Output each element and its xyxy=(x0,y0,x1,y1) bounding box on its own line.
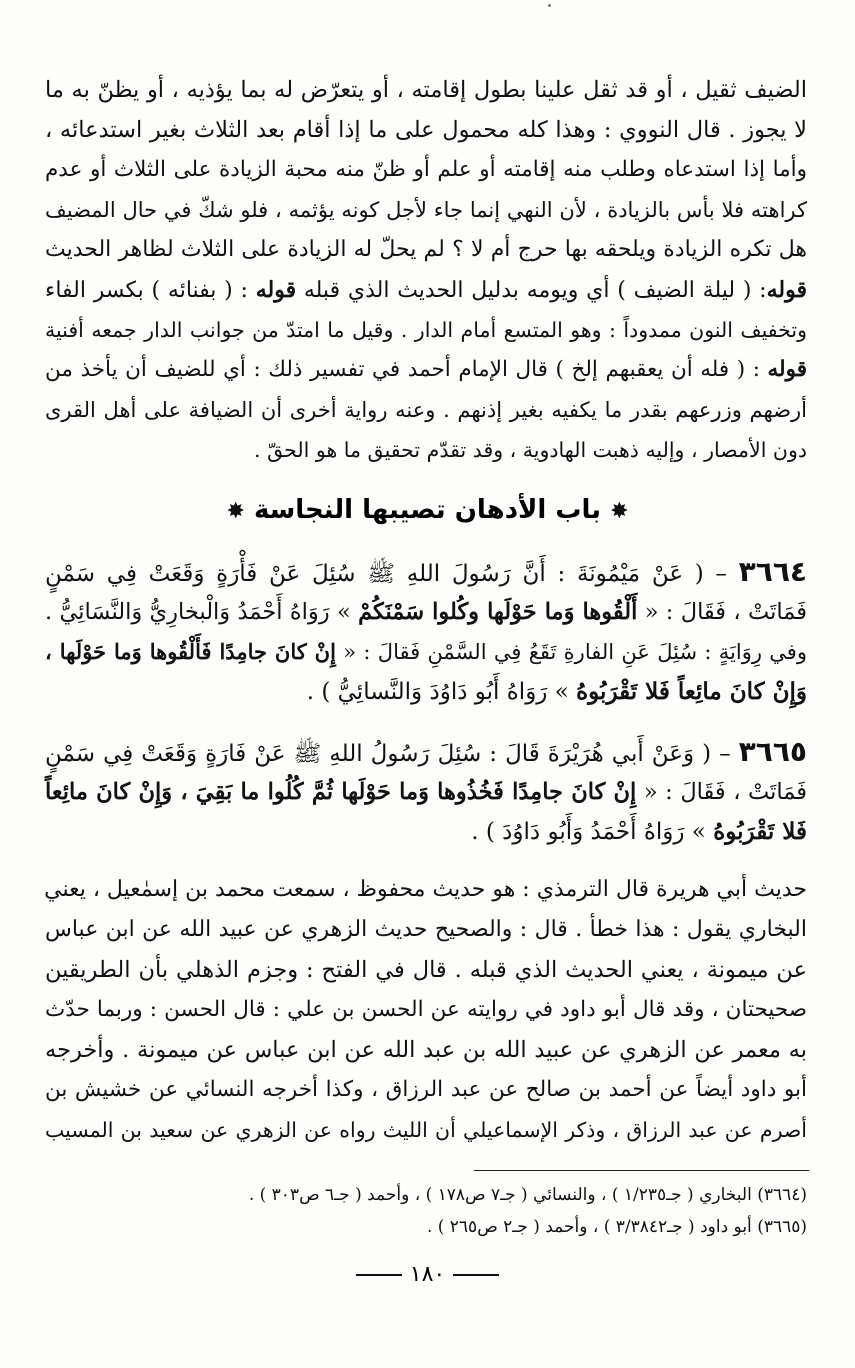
hadith-number: ٣٦٦٤ xyxy=(738,555,807,588)
hadith-quote: إِنْ كانَ جامِدًا فَخُذُوها وَما حَوْلَها ثُمَّ كُلُوا ما بَقِيَ ، وَإِنْ كانَ مائِعاً xyxy=(45,779,637,805)
text-line: أرضهم وزرعهم بقدر ما يكفيه بغير إذنهم . وعنه رواية أخرى أن الضيافة على أهل القرى xyxy=(45,398,807,422)
chapter-title: باب الأدهان تصيبها النجاسة xyxy=(253,495,602,525)
page-number-row xyxy=(0,1262,855,1287)
hadith-quote: أَلْقُوها وَما حَوْلَها وكُلوا سَمْنَكُمْ xyxy=(358,599,638,625)
hadith-text: » رَوَاهُ أَبُو دَاوُدَ وَالنَّسائِيُّ ) . xyxy=(306,679,577,705)
hadith-text: – ( وَعَنْ أَبي هُرَيْرَةَ قَالَ : سُئِلَ رَسُولُ اللهِ ﷺ عَنْ فَارَةٍ وَقَعَتْ فِي سَمْنٍ xyxy=(45,741,739,767)
qawluhu-text: : ( فله أن يعقبهم إلخ ) قال الإمام أحمد في تفسير ذلك : أي للضيف أن يأخذ من xyxy=(45,357,768,382)
qawluhu-text: : ( ليلة الضيف ) أي ويومه بدليل الحديث الذي قبله xyxy=(296,278,767,303)
text-line: صحيحتان ، وقد قال أبو داود في روايته عن الحسن بن علي : قال الحسن : وربما حدّث xyxy=(45,997,807,1022)
hadith-line xyxy=(45,592,807,632)
text-line: دون الأمصار ، وإليه ذهبت الهادوية ، وقد تقدّم تحقيق ما هو الحقّ . xyxy=(254,438,807,462)
scan-speck xyxy=(548,4,551,7)
hadith-line xyxy=(45,552,807,594)
hadith-quote: إِنْ كانَ جامِدًا فَأَلْقُوها وَما حَوْلَها ، xyxy=(45,639,336,664)
text-line: أصرم عن عبد الرزاق ، وذكر الإسماعيلي أن الليث رواه عن الزهري عن سعيد بن المسيب xyxy=(45,1118,807,1142)
hadith-number: ٣٦٦٥ xyxy=(738,735,807,768)
hadith-text: » رَوَاهُ أَحْمَدُ وَالْبخارِيُّ وَالنَّسَائِيُّ . xyxy=(45,599,359,625)
text-line: كراهته فلا بأس بالزيادة ، لأن النهي إنما جاء لأجل كونه يؤثمه ، فلو شكّ في حال المضيف xyxy=(45,198,807,222)
star-ornament-icon: ✸ xyxy=(226,499,245,524)
qawluhu-text: : ( بفنائه ) بكسر الفاء xyxy=(45,278,256,303)
star-ornament-icon: ✸ xyxy=(610,499,629,524)
qawluhu-lead: قوله xyxy=(766,277,807,303)
qawluhu-line-2 xyxy=(45,350,807,390)
text-line: هل تكره الزيادة ويلحقه بها حرج أم لا ؟ لم يحلّ له الزيادة على الثلاث لظاهر الحديث xyxy=(45,237,807,262)
hadith-text: فَمَاتَتْ ، فَقَالَ : « xyxy=(637,599,807,625)
text-line: به معمر عن الزهري عن عبيد الله بن عبد الله عن ابن عباس عن ميمونة . وأخرجه xyxy=(45,1037,807,1063)
text-line: الضيف ثقيل ، أو قد ثقل علينا بطول إقامته ، أو يتعرّض له بما يؤذيه ، أو يظنّ به ما xyxy=(45,77,807,103)
text-line: أبو داود أيضاً عن أحمد بن صالح عن عبد الرزاق ، وكذا أخرجه النسائي عن خشيش بن xyxy=(45,1077,807,1102)
text-line: البخاري يقول : هذا خطأ . قال : والصحيح حديث الزهري عن عبيد الله عن ابن عباس xyxy=(45,917,807,942)
footnote-3665: (٣٦٦٥) أبو داود ( جـ٣/٣٨٤٢ ) ، وأحمد ( جـ٢ ص٢٦٥ ) . xyxy=(426,1217,807,1237)
hadith-quote: فَلا تَقْرَبُوهُ xyxy=(713,818,807,845)
chapter-heading xyxy=(0,490,855,532)
text-line: وتخفيف النون ممدوداً : وهو المتسع أمام الدار . وقيل ما امتدّ من جوانب الدار جمعه أفنية xyxy=(45,318,807,342)
hadith-line xyxy=(217,672,807,712)
text-line: وأما إذا استدعاه وطلب منه إقامته أو علم أو ظنّ منه محبة الزيادة على الثلاث أو عدم xyxy=(45,157,807,182)
text-line: عن ميمونة ، يعني الحديث الذي قبله . قال في الفتح : وجزم الذهلي بأن الطريقين xyxy=(45,957,807,983)
page-number-dash xyxy=(356,1274,402,1276)
hadith-quote: وَإِنْ كانَ مائِعاً فَلا تَقْرَبُوهُ xyxy=(576,678,807,705)
hadith-text: » رَوَاهُ أَحْمَدُ وَأَبُو دَاوُدَ ) . xyxy=(471,819,714,845)
footnote-separator xyxy=(474,1170,809,1171)
text-line: لا يجوز . قال النووي : وهذا كله محمول على ما إذا أقام بعد الثلاث بغير استدعائه ، xyxy=(45,117,807,143)
qawluhu-line-1 xyxy=(45,270,807,311)
page-number: ١٨٠ xyxy=(409,1262,446,1287)
hadith-text: فَمَاتَتْ ، فَقَالَ : « xyxy=(636,779,808,805)
page-number-dash xyxy=(453,1274,499,1276)
hadith-line xyxy=(45,632,807,672)
qawluhu-lead: قوله xyxy=(767,357,807,382)
hadith-line xyxy=(45,772,807,812)
hadith-text: – ( عَنْ مَيْمُونَةَ : أَنَّ رَسُولَ اللهِ ﷺ سُئِلَ عَنْ فَأْرَةٍ وَقَعَتْ فِي سَمْنٍ xyxy=(45,561,739,587)
hadith-line xyxy=(347,812,807,852)
hadith-line xyxy=(45,732,807,774)
text-line: حديث أبي هريرة قال الترمذي : هو حديث محفوظ ، سمعت محمد بن إسمٰعيل ، يعني xyxy=(44,877,807,902)
qawluhu-lead: قوله xyxy=(255,277,297,303)
footnote-3664: (٣٦٦٤) البخاري ( جـ١/٢٣٥ ) ، والنسائي ( جـ٧ ص١٧٨ ) ، وأحمد ( جـ٦ ص٣٠٣ ) . xyxy=(248,1185,807,1205)
hadith-text: وفي رِوَايَةٍ : سُئِلَ عَنِ الفارةِ تَقَعُ فِي السَّمْنِ فَقالَ : « xyxy=(335,640,807,664)
